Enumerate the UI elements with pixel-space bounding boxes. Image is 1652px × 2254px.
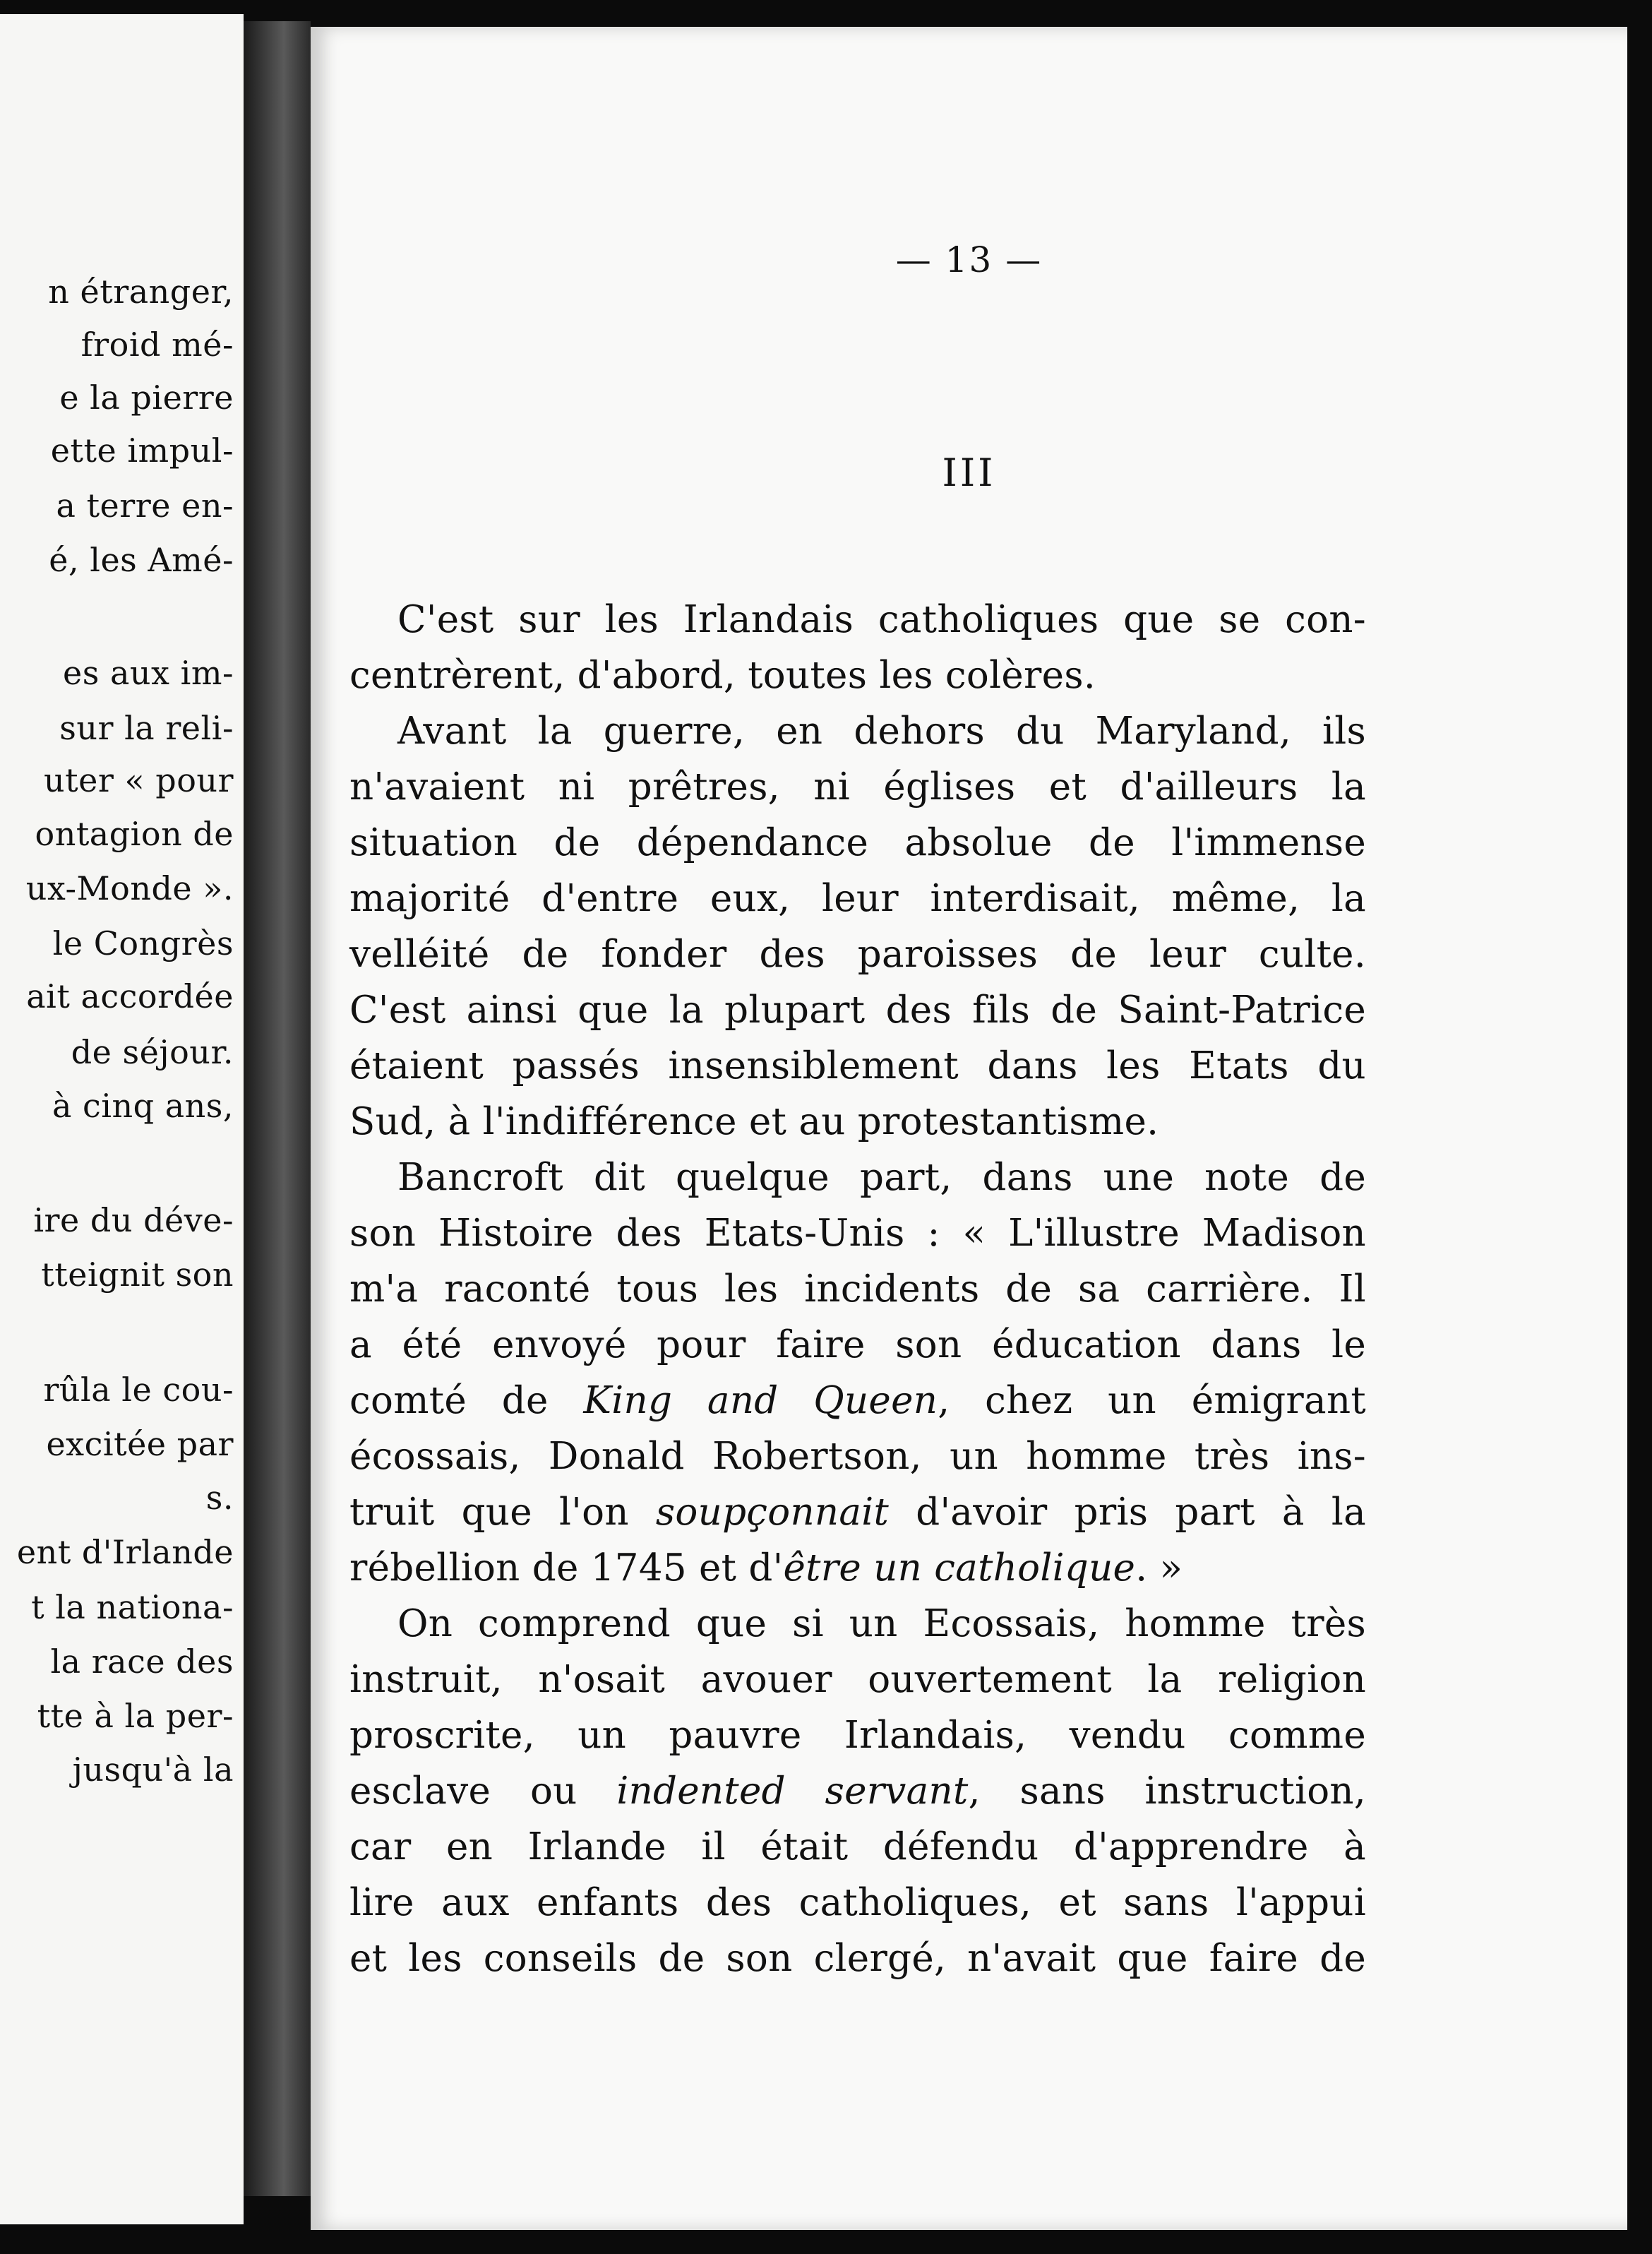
italic-phrase: King and Queen bbox=[583, 1379, 938, 1422]
left-page-line: s. bbox=[205, 1479, 234, 1517]
text-line-end: , sans instruction, bbox=[968, 1770, 1367, 1813]
text-line-start: comté de bbox=[349, 1379, 584, 1422]
left-page-line: uter « pour bbox=[44, 761, 234, 799]
text-line: C'est ainsi que la plupart des fils de Saint-Patrice bbox=[349, 989, 1366, 1032]
text-line bbox=[349, 1540, 1366, 1596]
left-page-line: n étranger, bbox=[48, 273, 234, 311]
text-line: Avant la guerre, en dehors du Maryland, ils bbox=[397, 710, 1366, 753]
left-page-line: ent d'Irlande bbox=[16, 1533, 234, 1571]
text-line-start: truit que l'on bbox=[349, 1491, 656, 1534]
text-line: On comprend que si un Ecossais, homme très bbox=[397, 1602, 1366, 1645]
left-page-line: a terre en- bbox=[56, 487, 234, 525]
left-page-line: é, les Amé- bbox=[49, 541, 234, 579]
left-page-line: la race des bbox=[50, 1642, 234, 1681]
left-page-line: tte à la per- bbox=[37, 1697, 234, 1735]
text-line: majorité d'entre eux, leur interdisait, même, la bbox=[349, 877, 1366, 920]
text-line: lire aux enfants des catholiques, et sans l'appui bbox=[349, 1881, 1366, 1924]
left-page-line: e la pierre bbox=[59, 378, 234, 417]
left-page-line: le Congrès bbox=[52, 924, 234, 962]
left-page-line: ait accordée bbox=[26, 977, 234, 1015]
text-line-start: rébellion de 1745 et d' bbox=[349, 1546, 784, 1590]
text-line: instruit, n'osait avouer ouvertement la religion bbox=[349, 1658, 1366, 1701]
text-line-end: . » bbox=[1135, 1546, 1183, 1590]
text-line: et les conseils de son clergé, n'avait que faire de bbox=[349, 1937, 1366, 1980]
left-page-line: t la nationa- bbox=[31, 1588, 234, 1626]
left-page-line: ontagion de bbox=[35, 815, 234, 853]
text-line: m'a raconté tous les incidents de sa carrière. Il bbox=[349, 1268, 1366, 1311]
text-line: étaient passés insensiblement dans les Etats du bbox=[349, 1044, 1366, 1087]
left-page-line: tteignit son bbox=[41, 1256, 234, 1294]
text-line: proscrite, un pauvre Irlandais, vendu comme bbox=[349, 1714, 1366, 1757]
left-page-line: à cinq ans, bbox=[52, 1087, 234, 1125]
left-page-line: ux-Monde ». bbox=[25, 869, 234, 907]
body-text bbox=[349, 592, 1366, 1986]
left-page-line: de séjour. bbox=[71, 1033, 234, 1071]
text-line-start: esclave ou bbox=[349, 1770, 617, 1813]
text-line: C'est sur les Irlandais catholiques que se con- bbox=[397, 598, 1366, 641]
text-line: Sud, à l'indifférence et au protestantisme. bbox=[349, 1100, 1159, 1143]
italic-phrase: être un catholique bbox=[783, 1546, 1136, 1590]
chapter-heading: III bbox=[942, 451, 996, 495]
text-line: son Histoire des Etats-Unis : « L'illustre Madison bbox=[349, 1212, 1366, 1255]
text-line-end: d'avoir pris part à la bbox=[889, 1491, 1366, 1534]
left-page-line: ire du déve- bbox=[33, 1201, 234, 1239]
text-line bbox=[349, 1763, 1366, 1819]
left-page-line: froid mé- bbox=[80, 326, 234, 364]
page-number: — 13 — bbox=[895, 239, 1043, 280]
left-page-line: es aux im- bbox=[63, 654, 234, 692]
left-page-fragment bbox=[0, 14, 244, 2224]
left-page-line: ette impul- bbox=[50, 431, 234, 470]
text-line: centrèrent, d'abord, toutes les colères. bbox=[349, 654, 1096, 697]
text-line-end: , chez un émigrant bbox=[938, 1379, 1366, 1422]
right-page bbox=[311, 27, 1627, 2230]
text-line: velléité de fonder des paroisses de leur culte. bbox=[349, 933, 1366, 976]
text-line: car en Irlande il était défendu d'apprendre à bbox=[349, 1825, 1366, 1868]
left-page-line: rûla le cou- bbox=[43, 1371, 234, 1409]
left-page-line: jusqu'à la bbox=[72, 1751, 234, 1789]
text-line: écossais, Donald Robertson, un homme très ins- bbox=[349, 1435, 1366, 1478]
left-page-line: excitée par bbox=[46, 1425, 234, 1463]
italic-phrase: soupçonnait bbox=[655, 1491, 890, 1534]
italic-phrase: indented servant bbox=[616, 1770, 969, 1813]
text-line: situation de dépendance absolue de l'immense bbox=[349, 821, 1366, 864]
left-page-line: sur la reli- bbox=[59, 709, 234, 747]
text-line bbox=[349, 1484, 1366, 1540]
text-line: a été envoyé pour faire son éducation dans le bbox=[349, 1323, 1366, 1366]
text-line: n'avaient ni prêtres, ni églises et d'ailleurs la bbox=[349, 765, 1366, 809]
text-line bbox=[349, 1373, 1366, 1429]
text-line: Bancroft dit quelque part, dans une note de bbox=[397, 1156, 1366, 1199]
book-gutter bbox=[244, 21, 311, 2196]
